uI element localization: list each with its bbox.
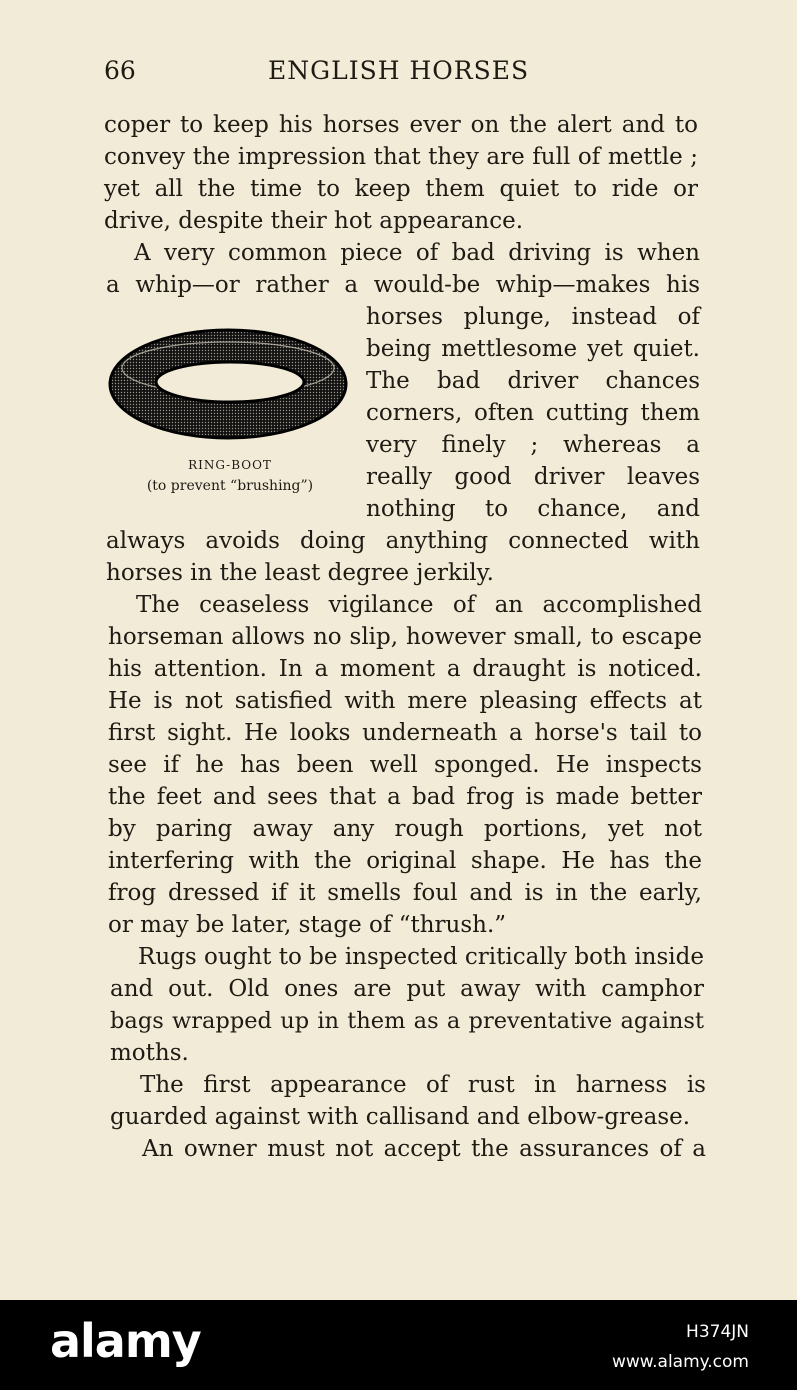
text-line: really good driver leaves (366, 464, 700, 490)
text-line: very finely ; whereas a (366, 432, 700, 458)
text-line: The ceaseless vigilance of an accomplished (136, 592, 702, 618)
text-line: A very common piece of bad driving is when (134, 240, 700, 266)
page-number: 66 (104, 56, 136, 85)
text-line: being mettlesome yet quiet. (366, 336, 700, 362)
site-url: www.alamy.com (611, 1352, 749, 1372)
alamy-logo: alamy (50, 1314, 201, 1368)
text-line: nothing to chance, and (366, 496, 700, 522)
text-line: a whip—or rather a would-be whip—makes his (106, 272, 700, 298)
text-line: The bad driver chances (366, 368, 700, 394)
text-line: by paring away any rough portions, yet not (108, 816, 702, 842)
text-line: his attention. In a moment a draught is noticed. (108, 656, 702, 682)
text-line: guarded against with callisand and elbow-grease. (110, 1104, 691, 1130)
text-line: An owner must not accept the assurances of a (142, 1136, 706, 1162)
image-id: H374JN (686, 1322, 749, 1342)
text-line: The first appearance of rust in harness is (140, 1072, 706, 1098)
text-line: convey the impression that they are full of mettle ; (104, 144, 698, 170)
text-line: bags wrapped up in them as a preventative against (110, 1008, 704, 1034)
text-line: horseman allows no slip, however small, to escape (108, 624, 702, 650)
figure-caption-text: (to prevent “brushing”) (146, 478, 314, 494)
text-line: horses in the least degree jerkily. (106, 560, 494, 586)
text-line: frog dressed if it smells foul and is in the early, (108, 880, 702, 906)
text-line: always avoids doing anything connected with (106, 528, 700, 554)
text-line: He is not satisfied with mere pleasing effects at (108, 688, 702, 714)
text-line: horses plunge, instead of (366, 304, 700, 330)
running-title: ENGLISH HORSES (268, 56, 530, 85)
text-line: moths. (110, 1040, 189, 1066)
text-line: Rugs ought to be inspected critically both inside (138, 944, 704, 970)
text-line: and out. Old ones are put away with camphor (110, 976, 704, 1002)
text-line: interfering with the original shape. He has the (108, 848, 702, 874)
text-line: see if he has been well sponged. He inspects (108, 752, 702, 778)
watermark-bar (0, 1300, 797, 1390)
ring-boot-figure (108, 328, 352, 498)
text-line: coper to keep his horses ever on the alert and to (104, 112, 698, 138)
page-header (0, 56, 797, 92)
figure-caption-title: RING-BOOT (188, 458, 272, 472)
text-line: yet all the time to keep them quiet to ride or (104, 176, 698, 202)
ring-boot-illustration (108, 328, 352, 448)
text-line: first sight. He looks underneath a horse's tail to (108, 720, 702, 746)
text-line: corners, often cutting them (366, 400, 700, 426)
text-line: the feet and sees that a bad frog is made better (108, 784, 702, 810)
text-line: or may be later, stage of “thrush.” (108, 912, 507, 938)
text-line: drive, despite their hot appearance. (104, 208, 524, 234)
